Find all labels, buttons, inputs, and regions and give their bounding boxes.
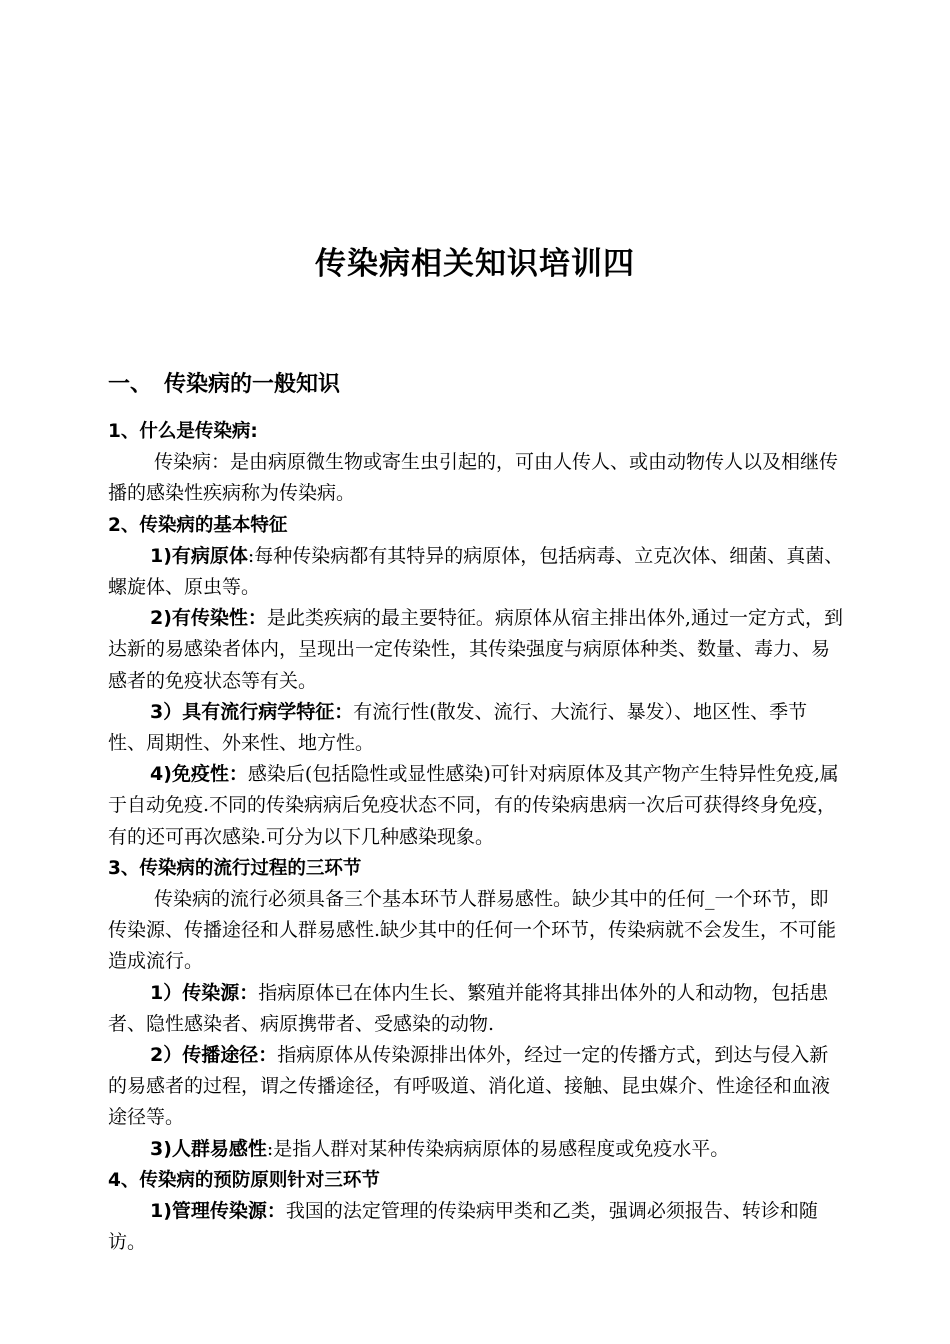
subsection-heading-4: 4、传染病的预防原则针对三环节 (108, 1169, 380, 1191)
item-text: :是指人群对某种传染病病原体的易感程度或免疫水平。 (266, 1137, 730, 1160)
item-label: 2）传播途径： (150, 1044, 278, 1067)
section-heading (108, 368, 340, 402)
item-label: 1)管理传染源： (150, 1200, 286, 1223)
item-text: 我国的法定管理的传染病甲类和乙类，强调必须报告、转诊和随访。 (108, 1200, 818, 1254)
item-text: 指病原体已在体内生长、繁殖并能将其排出体外的人和动物，包括患者、隐性感染者、病原携带者、受感染的动物. (108, 981, 829, 1035)
section-label: 传染病的一般知识 (164, 372, 341, 397)
item-label: 2)有传染性： (150, 607, 267, 630)
list-item (108, 541, 844, 603)
item-label: 1)有病原体 (150, 544, 248, 567)
document-body (108, 416, 844, 1258)
item-text: 指病原体从传染源排出体外，经过一定的传播方式，到达与侵入新的易感者的过程，谓之传播途径，有呼吸道、消化道、接触、昆虫媒介、性途径和血液途径等。 (108, 1044, 831, 1129)
list-item (108, 759, 844, 853)
subsection-heading-3: 3、传染病的流行过程的三环节 (108, 857, 362, 879)
item-label: 4)免疫性： (150, 763, 248, 786)
list-item (108, 1040, 844, 1134)
subsection-heading-2: 2、传染病的基本特征 (108, 514, 288, 536)
item-text: :每种传染病都有其特异的病原体，包括病毒、立克次体、细菌、真菌、螺旋体、原虫等。 (108, 544, 844, 599)
document-title: 传染病相关知识培训四 (315, 246, 635, 282)
list-item (108, 1134, 844, 1165)
paragraph: 传染病：是由病原微生物或寄生虫引起的，可由人传人、或由动物传人以及相继传播的感染性疾病称为传染病。 (108, 451, 839, 505)
item-label: 3)人群易感性 (150, 1137, 267, 1160)
paragraph: 传染病的流行必须具备三个基本环节人群易感性。缺少其中的任何_一个环节，即传染源、传播途径和人群易感性.缺少其中的任何一个环节，传染病就不会发生，不可能造成流行。 (108, 888, 837, 973)
item-label: 1）传染源： (150, 981, 259, 1004)
list-item (108, 978, 844, 1040)
section-number: 一、 (108, 372, 153, 397)
list-item (108, 697, 844, 759)
item-text: 有流行性(散发、流行、大流行、暴发）、地区性、季节性、周期性、外来性、地方性。 (108, 700, 808, 755)
item-text: 感染后(包括隐性或显性感染)可针对病原体及其产物产生特异性免疫,属于自动免疫.不同的传染病病后免疫状态不同，有的传染病患病一次后可获得终身免疫，有的还可再次感染.可分为以下几种感染现象。 (108, 763, 839, 848)
list-item (108, 603, 844, 697)
item-label: 3）具有流行病学特征： (150, 700, 354, 723)
item-text: 是此类疾病的最主要特征。病原体从宿主排出体外,通过一定方式，到达新的易感染者体内，呈现出一定传染性，其传染强度与病原体种类、数量、毒力、易感者的免疫状态等有关。 (108, 607, 843, 692)
subsection-heading-1: 1、什么是传染病: (108, 421, 258, 442)
list-item (108, 1196, 844, 1258)
